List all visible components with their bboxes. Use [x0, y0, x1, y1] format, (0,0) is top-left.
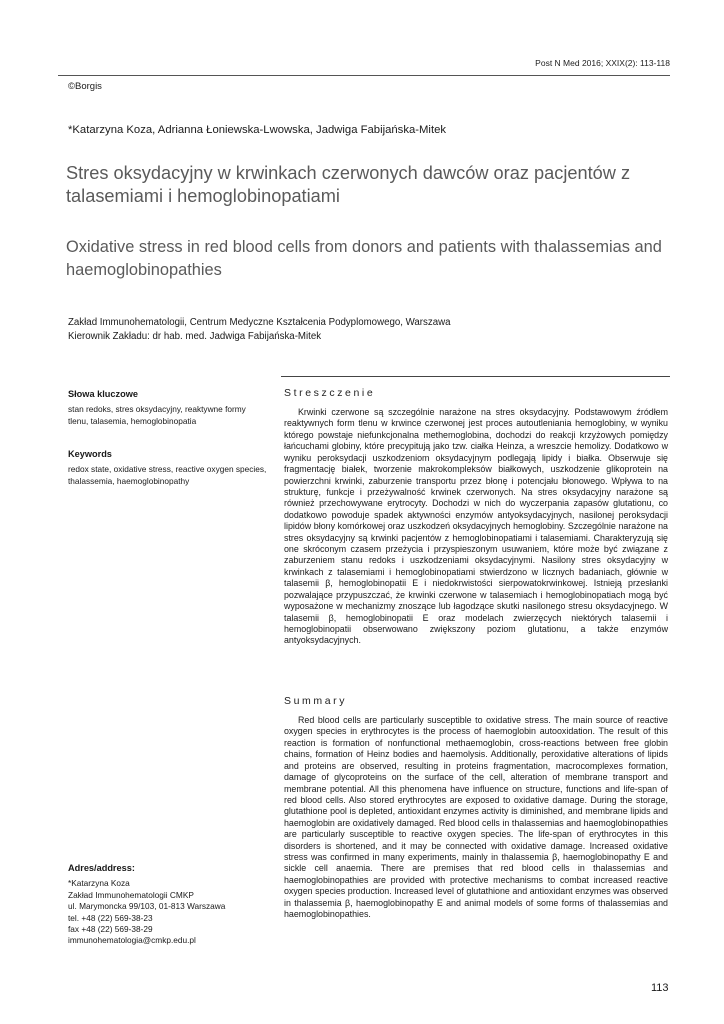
affiliation	[68, 316, 450, 344]
keywords-polish-text: stan redoks, stres oksydacyjny, reaktywne formy tlenu, talasemia, hemoglobinopatia	[68, 404, 246, 426]
affiliation-head: Kierownik Zakładu: dr hab. med. Jadwiga Fabijańska-Mitek	[68, 331, 322, 342]
address-line: fax +48 (22) 569-38-29	[68, 924, 153, 935]
abstract-rule	[281, 376, 670, 377]
address-line: *Katarzyna Koza	[68, 878, 130, 889]
keywords-english	[68, 449, 268, 487]
title-polish: Stres oksydacyjny w krwinkach czerwonych dawców oraz pacjentów z talasemiami i hemoglobinopatiami	[66, 163, 631, 206]
summary-heading: Summary	[284, 695, 348, 707]
header-rule	[58, 75, 670, 76]
author-list: *Katarzyna Koza, Adrianna Łoniewska-Lwowska, Jadwiga Fabijańska-Mitek	[68, 124, 447, 136]
keywords-polish-heading: Słowa kluczowe	[68, 389, 138, 399]
keywords-english-text: redox state, oxidative stress, reactive oxygen species, thalassemia, haemoglobinopathy	[68, 464, 267, 486]
address-email[interactable]: immunohematologia@cmkp.edu.pl	[68, 935, 196, 946]
address-heading: Adres/address:	[68, 863, 135, 873]
correspondence-address	[68, 863, 268, 947]
summary-paragraph: Red blood cells are particularly susceptible to oxidative stress. The main source of reactive oxygen species in erythrocytes is the process of haemoglobin autooxidation. The result of this reaction is formation of nonfunctional methaemoglobin, cross-reactions between free globin chains, formation of Heinz bodies and haemolysis. Additionally, peroxidative alterations of lipids and proteins are observed, resulting in proteins fragmentation, macrocomplexes formation, damage of glycoproteins on the surface of the cell, alteration of membrane transport and membrane potential. All this phenomena have influence on structure, functions and life-span of red blood cells. Also stored erythrocytes are exposed to oxidative damage. During the storage, glutathione pool is depleted, antioxidant enzymes activity is diminished, and membrane lipids and haemoglobin are oxidatively damaged. Red blood cells in thalassemias and haemoglobinopathies are particularly susceptible to reactive oxygen species. The life-span of erythrocytes in this disorders is shortened, and it may be connected with oxidative damage. Increased oxidative stress was confirmed in many experiments, mainly in thalassemia β, haemoglobinopathy E and sickle cell anaemia. There are premises that red blood cells in thalassemias and haemoglobinopathies are provided with protective mechanisms to combat increased reactive oxygen species production. Increased level of glutathione and antioxidant enzymes was observed in thalassemia β, haemoglobinopathy E and animal models of some forms of thalassemias and haemoglobinopathies.	[284, 715, 668, 920]
journal-reference: Post N Med 2016; XXIX(2): 113-118	[535, 58, 670, 68]
title-english: Oxidative stress in red blood cells from donors and patients with thalassemias and haemoglobinopathies	[66, 238, 662, 279]
publisher-mark: ©Borgis	[68, 81, 102, 92]
address-line: Zakład Immunohematologii CMKP	[68, 889, 194, 900]
summary-body	[284, 715, 668, 921]
streszczenie-paragraph: Krwinki czerwone są szczególnie narażone na stres oksydacyjny. Podstawowym źródłem reaktywnych form tlenu w krwince czerwonej jest proces autoutleniania hemoglobiny, w wyniku którego powstaje niefunkcjonalna methemoglobina, dochodzi do reakcji krzyżowych pomiędzy łańcuchami globiny, które precypitują jako tzw. ciałka Heinza, a wreszcie hemolizy. Dodatkowo w wyniku peroksydacji uszkodzeniom oksydacyjnym podlegają lipidy i białka. Obserwuje się fragmentację białek, tworzenie makrokompleksów białkowych, uszkodzenie glikoprotein na powierzchni krwinki, zaburzenie transportu przez błonę i potencjału błonowego. Wpływa to na strukturę, funkcje i przeżywalność krwinek czerwonych. Na stres oksydacyjny narażone są również przechowywane erytrocyty. Dochodzi w nich do wyczerpania zapasów glutationu, co dodatkowo powoduje spadek aktywności enzymów antyoksydacyjnych, nasilonej peroksydacji lipidów błony komórkowej oraz uszkodzeń oksydacyjnych hemoglobiny. Szczególnie narażone na stres oksydacyjny są krwinki pacjentów z hemoglobinopatiami i talasemiami. Charakteryzują się one skróconym czasem przeżycia i przyspieszonym usuwaniem, które może być związane z zaburzeniem stanu redoks i uszkodzeniami oksydacyjnymi. Nasilony stres oksydacyjny w krwinkach z talasemiami i hemoglobinopatiami stwierdzono w licznych badaniach, głównie w talasemii β, hemoglobinopatii E i niedokrwistości sierpowatokrwinkowej. Istnieją przesłanki pozwalające przypuszczać, że krwinki czerwone w talasemiach i hemoglobinopatiach mogą być wyposażone w mechanizmy znoszące lub łagodzące skutki nasilonego stresu oksydacyjnego. W talasemii β, hemoglobinopatii E oraz modelach zwierzęcych niektórych talasemii i hemoglobinopatii obserwowano zwiększony poziom glutationu, a także enzymów antyoksydacyjnych.	[284, 407, 668, 646]
streszczenie-heading: Streszczenie	[284, 387, 376, 399]
page-number: 113	[651, 982, 669, 994]
address-line: tel. +48 (22) 569-38-23	[68, 912, 153, 923]
keywords-polish	[68, 389, 268, 427]
keywords-english-heading: Keywords	[68, 449, 112, 459]
affiliation-department: Zakład Immunohematologii, Centrum Medyczne Kształcenia Podyplomowego, Warszawa	[68, 317, 451, 328]
streszczenie-body	[284, 407, 668, 647]
address-line: ul. Marymoncka 99/103, 01-813 Warszawa	[68, 901, 226, 912]
